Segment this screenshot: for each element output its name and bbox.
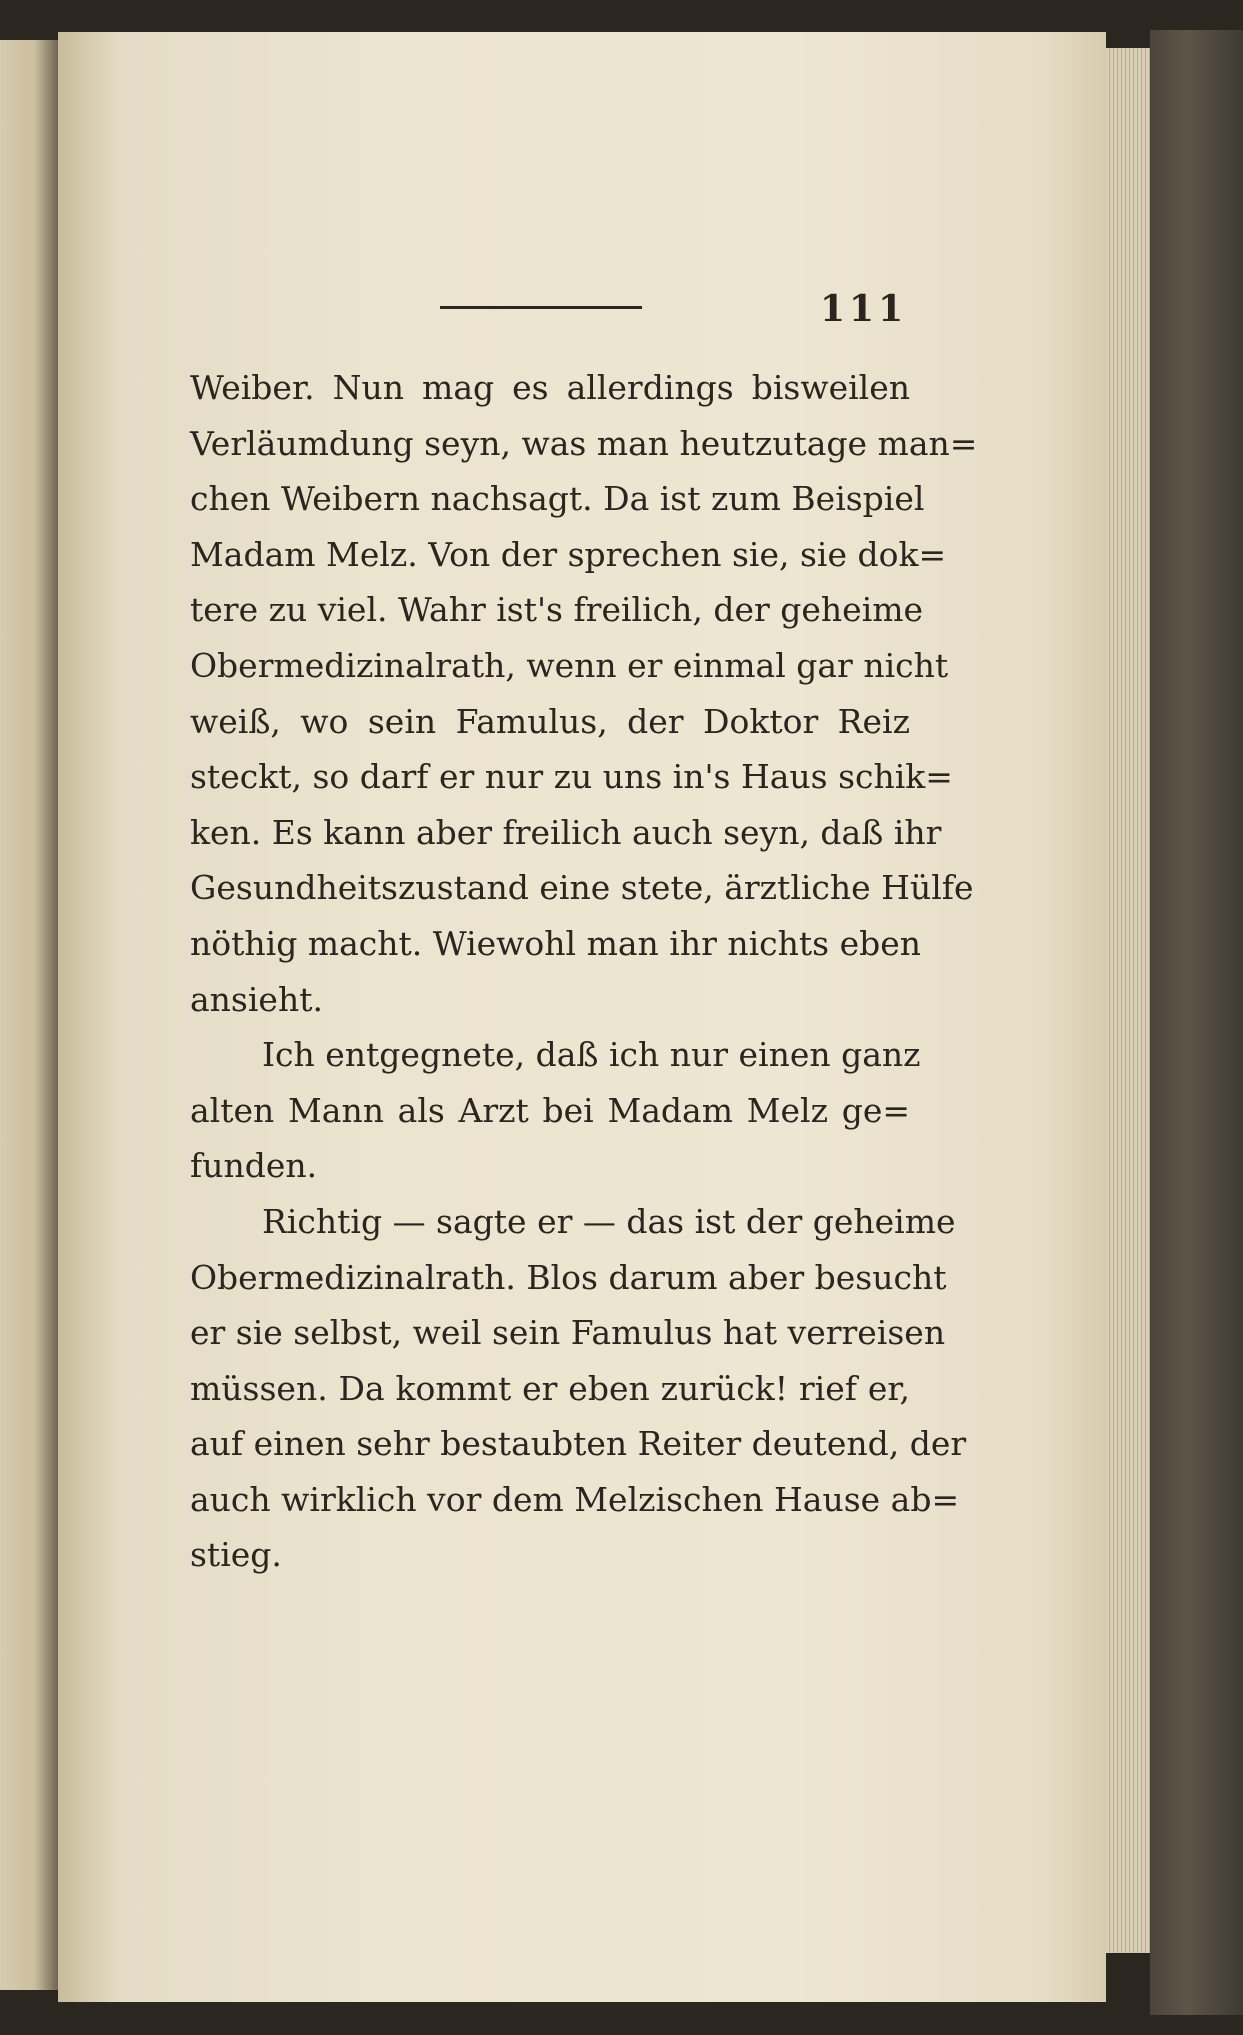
page-number: 111 (820, 288, 908, 330)
text-line: nöthig macht. Wiewohl man ihr nichts eben (190, 923, 922, 963)
body-text (190, 360, 978, 1583)
text-line: Obermedizinalrath, wenn er einmal gar nicht (190, 645, 949, 685)
book-cover (1150, 30, 1243, 2015)
text-line: auch wirklich vor dem Melzischen Hause ab= (190, 1479, 960, 1519)
text-line: funden. (190, 1146, 318, 1186)
text-line: Ich entgegnete, daß ich nur einen ganz (262, 1035, 921, 1075)
text-line: Madam Melz. Von der sprechen sie, sie dok= (190, 534, 947, 574)
text-line: Verläumdung seyn, was man heutzutage man= (190, 423, 978, 463)
text-line: er sie selbst, weil sein Famulus hat verreisen (190, 1313, 946, 1353)
text-line: ken. Es kann aber freilich auch seyn, daß ihr (190, 812, 942, 852)
text-line: chen Weibern nachsagt. Da ist zum Beispiel (190, 479, 925, 519)
text-line: stieg. (190, 1535, 282, 1575)
header-rule (440, 306, 642, 309)
text-line: Gesundheitszustand eine stete, ärztliche Hülfe (190, 868, 974, 908)
text-line: ansieht. (190, 979, 323, 1019)
page-stack-edges (1106, 48, 1152, 1953)
text-line: Obermedizinalrath. Blos darum aber besucht (190, 1257, 947, 1297)
text-line: steckt, so darf er nur zu uns in's Haus schik= (190, 757, 953, 797)
text-line: müssen. Da kommt er eben zurück! rief er, (190, 1368, 910, 1408)
facing-page-edge (0, 40, 58, 1990)
text-line: auf einen sehr bestaubten Reiter deutend, der (190, 1424, 967, 1464)
text-line: alten Mann als Arzt bei Madam Melz ge= (190, 1090, 910, 1130)
text-line: weiß, wo sein Famulus, der Doktor Reiz (190, 701, 910, 741)
text-line: Richtig — sagte er — das ist der geheime (262, 1201, 956, 1241)
text-line: Weiber. Nun mag es allerdings bisweilen (190, 368, 910, 407)
text-line: tere zu viel. Wahr ist's freilich, der geheime (190, 590, 924, 630)
